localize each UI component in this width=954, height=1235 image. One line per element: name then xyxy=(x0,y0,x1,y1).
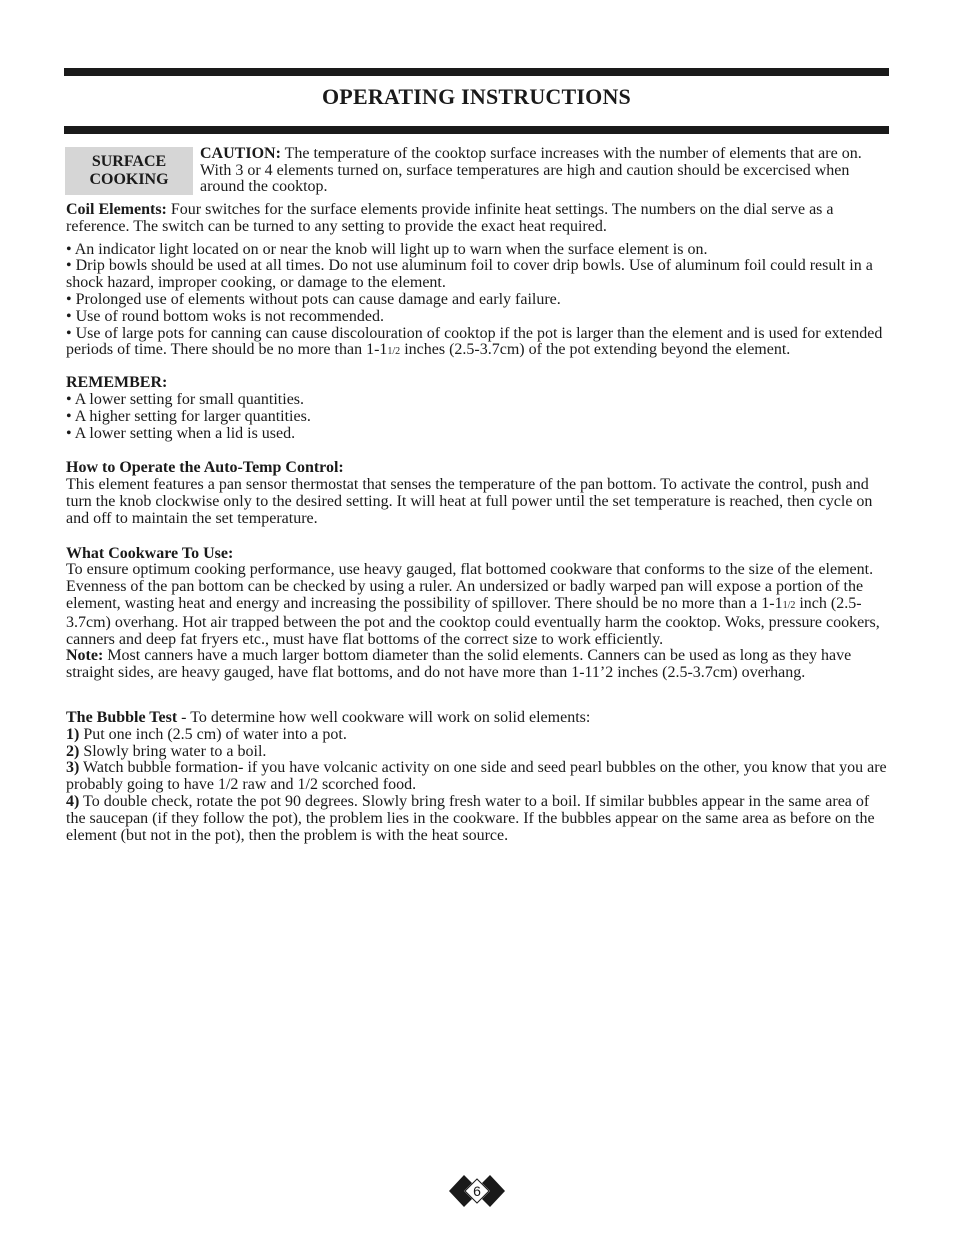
bullet-large-pots-text-start: • Use of large pots for canning can cause discolouration of cooktop if the pot is larger than the element and is used for extended periods of time. There should be no more than 1-1 xyxy=(66,324,883,359)
coil-elements-paragraph xyxy=(66,202,892,236)
cookware-fraction: 1/2 xyxy=(782,599,796,611)
bubble-step-number: 2) xyxy=(66,742,80,760)
cookware-note xyxy=(66,648,892,682)
bubble-step xyxy=(66,760,892,794)
bullet-prolonged-use: • Prolonged use of elements without pots can cause damage and early failure. xyxy=(66,290,561,308)
autotemp-heading-text: How to Operate the Auto-Temp Control: xyxy=(66,459,344,477)
section-tag-surface-cooking xyxy=(65,147,193,195)
remember-item: • A lower setting when a lid is used. xyxy=(66,424,296,442)
cookware-heading xyxy=(66,546,892,563)
cookware-heading-text: What Cookware To Use: xyxy=(66,544,234,562)
cookware-text-end: inch (2.5-3.7cm) overhang. Hot air trapped between the pot and the cooktop could eventually harm the cooktop. Woks, pressure cookers, canners and deep fat fryers etc., must have flat bottoms of the correct size to work efficiently. xyxy=(66,594,880,648)
coil-elements-text: Four switches for the surface elements provide infinite heat settings. The numbers on the dial serve as a reference. The switch can be turned to any setting to provide the exact heat required. xyxy=(66,201,834,235)
remember-item: • A lower setting for small quantities. xyxy=(66,390,305,408)
bullet-large-pots-fraction: 1/2 xyxy=(387,346,401,358)
bubble-step-text: Slowly bring water to a boil. xyxy=(79,742,267,760)
cookware-note-label: Note: xyxy=(66,647,104,665)
remember-heading-text: REMEMBER: xyxy=(66,374,168,392)
main-content xyxy=(66,202,892,844)
bubble-step xyxy=(66,744,892,761)
caution-paragraph xyxy=(200,146,892,196)
bubble-step-text: Watch bubble formation- if you have volcanic activity on one side and seed pearl bubbles on the other, you know that you are probably going to have 1/2 raw and 1/2 scorched food. xyxy=(66,759,887,794)
page-number-badge xyxy=(447,1172,507,1210)
autotemp-text: This element features a pan sensor thermostat that senses the temperature of the pan bottom. To activate the control, push and turn the knob clockwise only to the desired setting. It will heat at full power until the set temperature is reached, then cycle on and off to maintain the set temperature. xyxy=(66,476,873,527)
bubble-step-number: 4) xyxy=(66,792,80,810)
header-rule-bottom xyxy=(64,126,889,134)
page-title: OPERATING INSTRUCTIONS xyxy=(322,84,631,109)
bullet-large-pots-text-end: inches (2.5-3.7cm) of the pot extending beyond the element. xyxy=(400,341,791,359)
bubble-step-text: Put one inch (2.5 cm) of water into a pot. xyxy=(79,725,347,743)
coil-elements-label: Coil Elements: xyxy=(66,201,167,218)
caution-label: CAUTION: xyxy=(200,145,281,162)
bubble-step xyxy=(66,794,892,844)
bubble-test-intro xyxy=(66,710,892,727)
autotemp-heading xyxy=(66,460,892,477)
bubble-step-number: 3) xyxy=(66,759,80,777)
bubble-step-number: 1) xyxy=(66,725,80,743)
cookware-note-text: Most canners have a much larger bottom diameter than the solid elements. Canners can be used as long as they have straight sides, are heavy gauged, have flat bottoms, and do not have more than 1-11’2 inches (2.5-3.7cm) overhang. xyxy=(66,647,852,682)
section-tag-line2: COOKING xyxy=(89,171,169,188)
bullet-indicator-light: • An indicator light located on or near the knob will light up to warn when the surface element is on. xyxy=(66,240,708,258)
bubble-step-text: To double check, rotate the pot 90 degrees. Slowly bring fresh water to a boil. If similar bubbles appear in the same area of the saucepan (if they follow the pot), the problem lies in the cookware. If the bubbles appear on the same area as before on the element (but not in the pot), then the problem is with the heat source. xyxy=(66,792,875,844)
caution-text: The temperature of the cooktop surface increases with the number of elements that are on. With 3 or 4 elements turned on, surface temperatures are high and caution should be excercised when around the cooktop. xyxy=(200,145,862,195)
bullet-large-pots xyxy=(66,326,892,362)
bubble-test-intro-text: - To determine how well cookware will work on solid elements: xyxy=(177,708,591,726)
section-tag-line1: SURFACE xyxy=(91,153,167,170)
bubble-step xyxy=(66,727,892,744)
cookware-paragraph xyxy=(66,562,892,648)
cookware-text-start: To ensure optimum cooking performance, use heavy gauged, flat bottomed cookware that conforms to the size of the element. Evenness of the pan bottom can be checked by using a ruler. An undersized or badly warped pan will expose a portion of the element, wasting heat and energy and increasing the possibility of spillover. There should be no more than a 1-1 xyxy=(66,561,874,612)
header-rule-top xyxy=(64,68,889,76)
remember-item: • A higher setting for larger quantities. xyxy=(66,407,311,425)
bubble-test-label: The Bubble Test xyxy=(66,708,178,726)
page-number: 6 xyxy=(473,1183,481,1199)
bullet-drip-bowls: • Drip bowls should be used at all times. Do not use aluminum foil to cover drip bowls. Use of aluminum foil could result in a shock hazard, improper cooking, or damage to the element. xyxy=(66,257,873,292)
bullet-round-woks: • Use of round bottom woks is not recommended. xyxy=(66,307,384,325)
remember-heading xyxy=(66,375,892,392)
